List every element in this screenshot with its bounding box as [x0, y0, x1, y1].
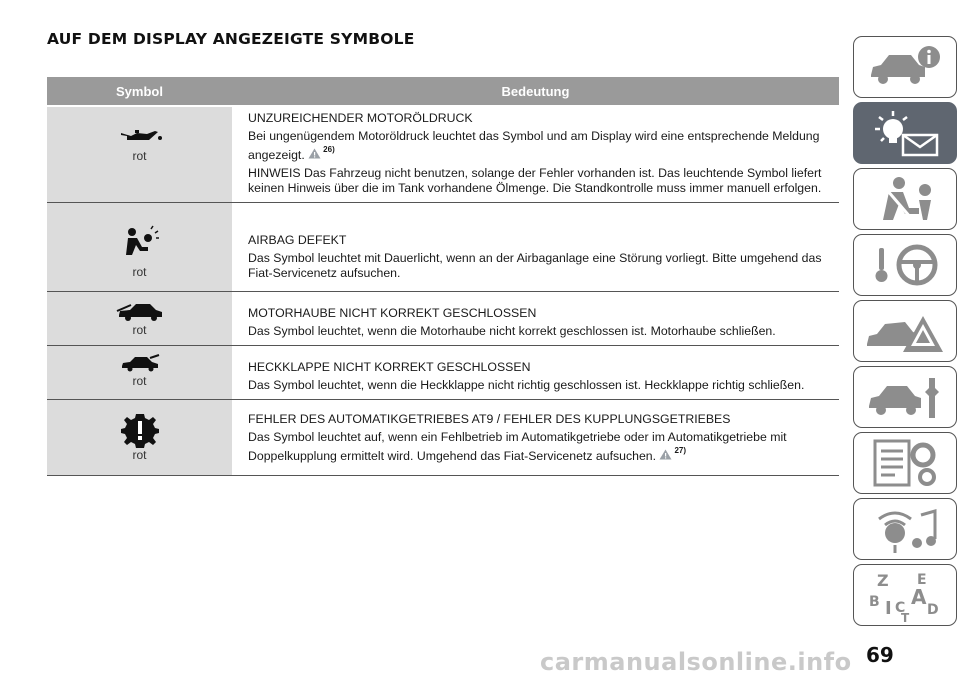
bonnet-open-icon [116, 301, 164, 323]
row-text: Das Symbol leuchtet mit Dauerlicht, wenn an der Airbaganlage eine Störung vorliegt. Bitte umgehend das Fiat-Servicenetz aufsuchen. [248, 251, 822, 280]
maintenance-icon [865, 372, 945, 422]
svg-text:C: C [895, 600, 906, 616]
description-cell [232, 346, 839, 400]
nav-tab-technical-data[interactable] [853, 432, 957, 494]
table-row [47, 106, 839, 203]
multimedia-icon [865, 503, 945, 555]
svg-text:A: A [911, 585, 927, 609]
page-title: AUF DEM DISPLAY ANGEZEIGTE SYMBOLE [47, 30, 415, 48]
symbol-table [47, 77, 839, 476]
svg-text:T: T [901, 611, 910, 622]
column-header-symbol: Symbol [47, 77, 232, 106]
table-row [47, 346, 839, 400]
nav-tab-car-info[interactable] [853, 36, 957, 98]
row-heading: FEHLER DES AUTOMATIKGETRIEBES AT9 / FEHLER DES KUPPLUNGSGETRIEBES [248, 412, 731, 426]
row-heading: MOTORHAUBE NICHT KORREKT GESCHLOSSEN [248, 306, 537, 320]
reference-marker: 27) [659, 445, 686, 460]
warning-lights-messages-icon [863, 107, 947, 159]
tailgate-open-icon [120, 354, 160, 374]
color-label: rot [132, 265, 147, 279]
nav-tab-emergency[interactable] [853, 300, 957, 362]
airbag-icon [120, 225, 160, 261]
svg-text:B: B [869, 594, 880, 610]
table-header-row [47, 77, 839, 106]
svg-text:I: I [885, 598, 892, 619]
row-text: Das Symbol leuchtet, wenn die Motorhaube nicht korrekt geschlossen ist. Motorhaube schließen. [248, 324, 776, 338]
description-cell [232, 203, 839, 292]
color-label: rot [132, 323, 147, 337]
symbol-cell [47, 346, 232, 400]
table-row [47, 292, 839, 346]
nav-tab-maintenance[interactable] [853, 366, 957, 428]
color-label: rot [132, 374, 147, 388]
color-label: rot [132, 149, 147, 163]
column-header-meaning: Bedeutung [232, 77, 839, 106]
svg-text:D: D [927, 602, 939, 618]
row-heading: UNZUREICHENDER MOTORÖLDRUCK [248, 111, 473, 125]
color-label: rot [132, 448, 147, 462]
row-text: Das Symbol leuchtet auf, wenn ein Fehlbetrieb im Automatikgetriebe oder im Automatikgetriebe mit Doppelkupplung ermittelt wird. Umgehend das Fiat-Servicenetz aufsuchen. [248, 430, 787, 463]
nav-tab-multimedia[interactable] [853, 498, 957, 560]
warning-triangle-icon [308, 148, 321, 159]
row-text: Das Symbol leuchtet, wenn die Heckklappe nicht richtig geschlossen ist. Heckklappe richtig schließen. [248, 378, 805, 392]
nav-tab-starting-driving[interactable] [853, 234, 957, 296]
nav-tab-index[interactable] [853, 564, 957, 626]
safety-seatbelt-icon [865, 174, 945, 224]
warning-triangle-icon [659, 449, 672, 460]
description-cell [232, 400, 839, 476]
row-heading: HECKKLAPPE NICHT KORREKT GESCHLOSSEN [248, 360, 531, 374]
car-info-icon [865, 43, 945, 91]
index-icon [865, 568, 945, 622]
table-row [47, 400, 839, 476]
symbol-cell [47, 292, 232, 346]
technical-data-icon [865, 437, 945, 489]
svg-text:Z: Z [877, 571, 889, 590]
nav-tab-safety[interactable] [853, 168, 957, 230]
transmission-fault-icon [120, 412, 160, 448]
row-heading: AIRBAG DEFEKT [248, 233, 347, 247]
emergency-icon [863, 306, 947, 356]
watermark: carmanualsonline.info [540, 648, 852, 676]
reference-marker: 26) [308, 144, 335, 159]
symbol-cell [47, 203, 232, 292]
symbol-cell [47, 106, 232, 203]
row-note: HINWEIS Das Fahrzeug nicht benutzen, solange der Fehler vorhanden ist. Das leuchtende Symbol liefert keinen Hinweis über die im Tank vorhandene Ölmenge. Die Standkontrolle muss immer manuell erfolgen. [248, 166, 822, 195]
table-row [47, 203, 839, 292]
symbol-cell [47, 400, 232, 476]
svg-text:E: E [917, 572, 927, 588]
description-cell [232, 106, 839, 203]
description-cell [232, 292, 839, 346]
row-text: Bei ungenügendem Motoröldruck leuchtet das Symbol und am Display wird eine entsprechende Meldung angezeigt. [248, 129, 820, 162]
starting-driving-icon [865, 240, 945, 290]
page-number: 69 [866, 643, 894, 667]
nav-tab-warning-lights[interactable] [853, 102, 957, 164]
oil-pressure-icon [115, 125, 165, 149]
